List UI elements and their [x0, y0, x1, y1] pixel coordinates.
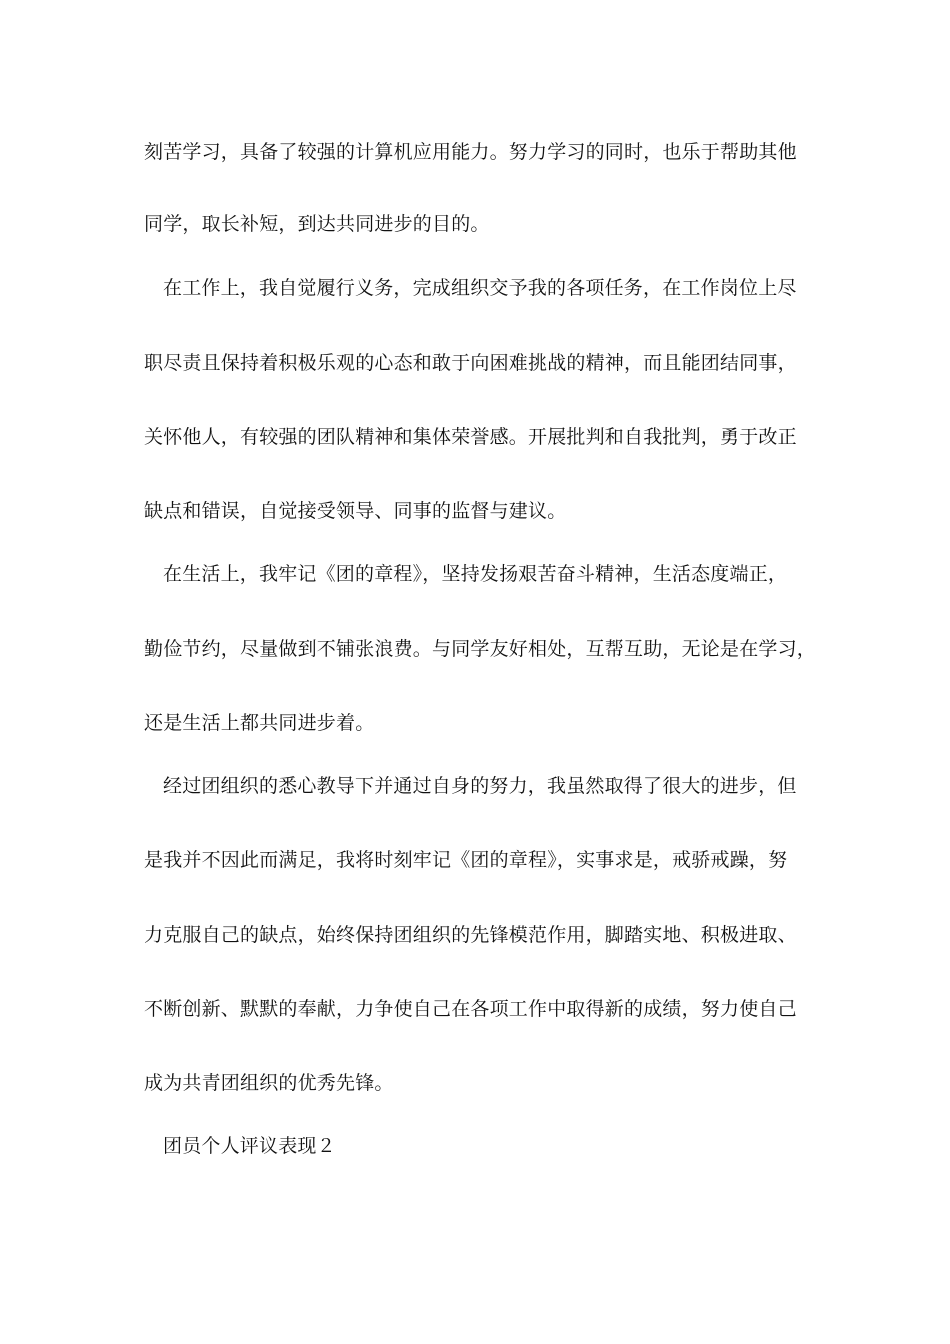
- text-line: 同学，取长补短，到达共同进步的目的。: [144, 213, 490, 235]
- text-line: 还是生活上都共同进步着。: [144, 712, 375, 734]
- text-line: 力克服自己的缺点，始终保持团组织的先锋模范作用，脚踏实地、积极进取、: [144, 924, 797, 946]
- text-line: 是我并不因此而满足，我将时刻牢记《团的章程》，实事求是，戒骄戒躁，努: [144, 849, 788, 871]
- text-line: 职尽责且保持着积极乐观的心态和敢于向困难挑战的精神，而且能团结同事，: [144, 352, 797, 374]
- text-line: 刻苦学习，具备了较强的计算机应用能力。努力学习的同时，也乐于帮助其他: [144, 141, 797, 163]
- text-line: 勤俭节约，尽量做到不铺张浪费。与同学友好相处，互帮互助，无论是在学习，: [144, 638, 817, 660]
- text-line: 不断创新、默默的奉献，力争使自己在各项工作中取得新的成绩，努力使自己: [144, 998, 797, 1020]
- paragraph-start-line: 在工作上，我自觉履行义务，完成组织交予我的各项任务，在工作岗位上尽: [163, 277, 797, 299]
- text-line: 关怀他人，有较强的团队精神和集体荣誉感。开展批判和自我批判，勇于改正: [144, 426, 797, 448]
- paragraph-start-line: 经过团组织的悉心教导下并通过自身的努力，我虽然取得了很大的进步，但: [163, 775, 797, 797]
- text-line: 缺点和错误，自觉接受领导、同事的监督与建议。: [144, 500, 567, 522]
- section-heading: 团员个人评议表现２: [163, 1135, 336, 1157]
- paragraph-start-line: 在生活上，我牢记《团的章程》，坚持发扬艰苦奋斗精神，生活态度端正，: [163, 563, 788, 585]
- text-line: 成为共青团组织的优秀先锋。: [144, 1072, 394, 1094]
